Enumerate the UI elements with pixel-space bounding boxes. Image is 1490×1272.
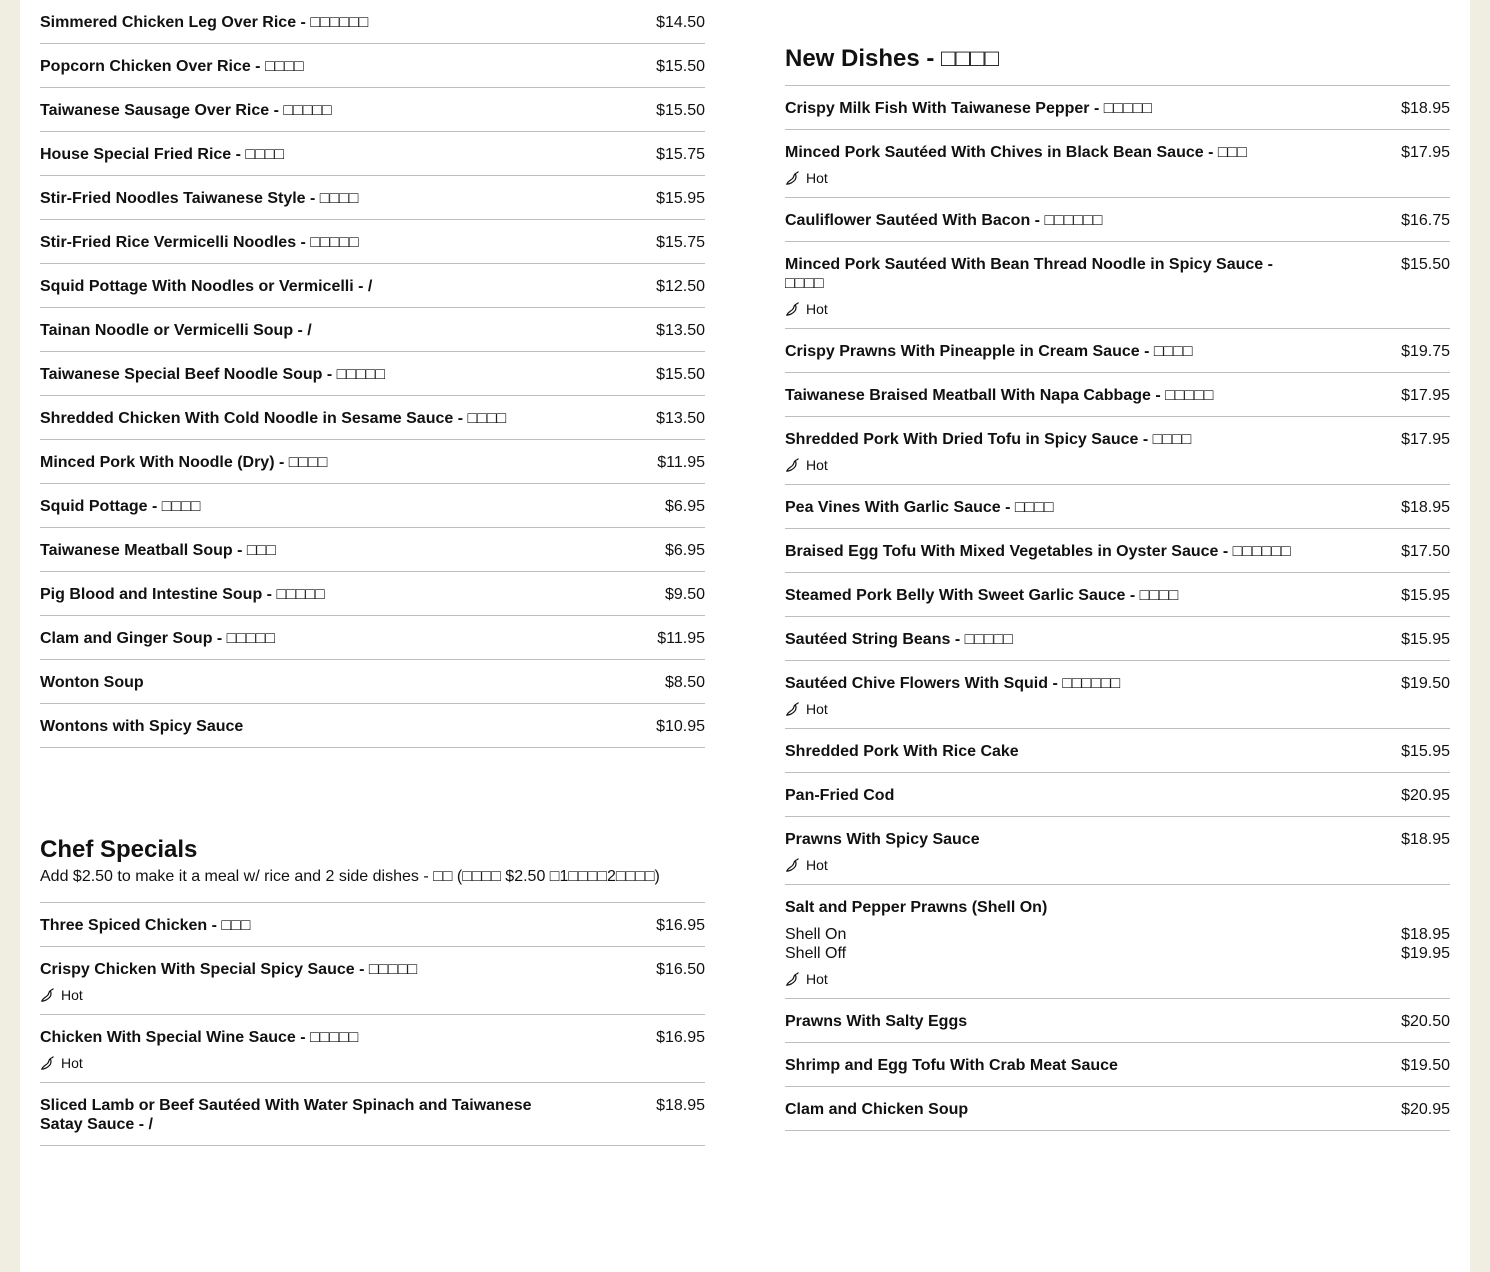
dish-name: Pan-Fried Cod [785, 787, 895, 804]
hot-label: Hot [806, 701, 828, 717]
dish-name: Tainan Noodle or Vermicelli Soup - / [40, 322, 312, 339]
variant-label: Shell On [785, 926, 847, 943]
menu-item [785, 999, 1450, 1043]
menu-item [40, 308, 705, 352]
menu-item [785, 242, 1450, 329]
menu-item [785, 130, 1450, 198]
menu-item [40, 616, 705, 660]
dish-price: $15.95 [1401, 631, 1450, 648]
dish-name: Shredded Pork With Dried Tofu in Spicy Sauce - □□□□ [785, 431, 1192, 448]
menu-item [785, 373, 1450, 417]
hot-label: Hot [806, 301, 828, 317]
hot-label: Hot [806, 457, 828, 473]
menu-item [785, 86, 1450, 130]
dish-name: Prawns With Salty Eggs [785, 1013, 968, 1030]
menu-item [40, 903, 705, 947]
dish-name: Taiwanese Meatball Soup - □□□ [40, 542, 276, 559]
section-title: Chef Specials [40, 836, 198, 863]
dish-name: Sliced Lamb or Beef Sautéed With Water Spinach and Taiwanese Satay Sauce - / [40, 1097, 532, 1133]
dish-price: $15.50 [656, 366, 705, 383]
dish-name: Squid Pottage - □□□□ [40, 498, 201, 515]
dish-price: $6.95 [664, 498, 705, 515]
chef-specials-list [40, 903, 705, 1146]
dish-name: Shredded Pork With Rice Cake [785, 743, 1019, 760]
menu-item [40, 1083, 705, 1146]
dish-name: Stir-Fried Noodles Taiwanese Style - □□□□ [40, 190, 359, 207]
dish-price: $16.75 [1401, 212, 1450, 229]
chili-pepper-icon [785, 702, 800, 717]
dish-name: Crispy Chicken With Special Spicy Sauce - □□□□□ [40, 961, 418, 978]
chili-pepper-icon [785, 972, 800, 987]
menu-item [40, 1015, 705, 1083]
dish-name: Braised Egg Tofu With Mixed Vegetables in Oyster Sauce - □□□□□□ [785, 543, 1291, 560]
variant-label: Shell Off [785, 945, 847, 962]
hot-label: Hot [806, 170, 828, 186]
dish-name: Squid Pottage With Noodles or Vermicelli - / [40, 278, 373, 295]
hot-tag [785, 170, 1450, 186]
hot-label: Hot [806, 971, 828, 987]
dish-price: $12.50 [656, 278, 705, 295]
dish-name: Clam and Chicken Soup [785, 1101, 969, 1118]
dish-name: Wonton Soup [40, 674, 144, 691]
dish-price: $19.50 [1401, 675, 1450, 692]
hot-tag [40, 987, 705, 1003]
dish-name: Popcorn Chicken Over Rice - □□□□ [40, 58, 304, 75]
dish-price: $14.50 [656, 14, 705, 31]
menu-item [40, 704, 705, 748]
menu-item [785, 573, 1450, 617]
menu-item [785, 485, 1450, 529]
dish-name: Shrimp and Egg Tofu With Crab Meat Sauce [785, 1057, 1118, 1074]
dish-price: $6.95 [664, 542, 705, 559]
menu-item [785, 1087, 1450, 1131]
dish-name: Steamed Pork Belly With Sweet Garlic Sauce - □□□□ [785, 587, 1179, 604]
dish-price: $10.95 [656, 718, 705, 735]
hot-tag [785, 971, 1450, 987]
menu-item [785, 198, 1450, 242]
left-column [40, 0, 705, 1146]
menu-item [785, 885, 1450, 999]
dish-name: Minced Pork Sautéed With Bean Thread Noodle in Spicy Sauce - □□□□ [785, 256, 1273, 292]
new-dishes-list [785, 86, 1450, 1131]
dish-name: Clam and Ginger Soup - □□□□□ [40, 630, 275, 647]
dish-price: $16.95 [656, 1029, 705, 1046]
variant-price: $18.95 [1401, 926, 1450, 943]
variant-price: $19.95 [1401, 945, 1450, 962]
dish-price: $16.50 [656, 961, 705, 978]
dish-price: $15.75 [656, 146, 705, 163]
menu-item [785, 661, 1450, 729]
menu-item [785, 817, 1450, 885]
menu-item [40, 132, 705, 176]
menu-sheet [20, 0, 1470, 1272]
dish-name: Shredded Chicken With Cold Noodle in Sesame Sauce - □□□□ [40, 410, 507, 427]
dish-price: $20.95 [1401, 787, 1450, 804]
dish-price: $13.50 [656, 410, 705, 427]
dish-price: $18.95 [1401, 100, 1450, 117]
dish-price: $16.95 [656, 917, 705, 934]
dish-price: $17.95 [1401, 431, 1450, 448]
dish-price: $18.95 [656, 1097, 705, 1114]
dish-price: $19.75 [1401, 343, 1450, 360]
dish-price: $9.50 [664, 586, 705, 603]
chili-pepper-icon [785, 171, 800, 186]
menu-item [40, 264, 705, 308]
new-dishes-header [785, 45, 1450, 86]
dish-name: Sautéed String Beans - □□□□□ [785, 631, 1013, 648]
dish-name: Cauliflower Sautéed With Bacon - □□□□□□ [785, 212, 1103, 229]
menu-item [40, 440, 705, 484]
dish-name: Pea Vines With Garlic Sauce - □□□□ [785, 499, 1054, 516]
menu-item [40, 660, 705, 704]
dish-name: Taiwanese Braised Meatball With Napa Cabbage - □□□□□ [785, 387, 1214, 404]
dish-name: Taiwanese Special Beef Noodle Soup - □□□□□ [40, 366, 385, 383]
price-variants [785, 925, 1450, 963]
dish-name: Crispy Milk Fish With Taiwanese Pepper - □□□□□ [785, 100, 1153, 117]
menu-item [785, 1043, 1450, 1087]
hot-label: Hot [806, 857, 828, 873]
menu-item [785, 773, 1450, 817]
hot-label: Hot [61, 987, 83, 1003]
hot-tag [785, 857, 1450, 873]
menu-item [40, 352, 705, 396]
hot-tag [40, 1055, 705, 1071]
dish-price: $20.50 [1401, 1013, 1450, 1030]
chili-pepper-icon [40, 988, 55, 1003]
dish-name: Minced Pork Sautéed With Chives in Black Bean Sauce - □□□ [785, 144, 1247, 161]
chili-pepper-icon [785, 302, 800, 317]
menu-item [785, 329, 1450, 373]
dish-price: $17.50 [1401, 543, 1450, 560]
chili-pepper-icon [785, 858, 800, 873]
dish-price: $15.50 [1401, 256, 1450, 273]
dish-price: $11.95 [657, 630, 705, 647]
dish-name: Three Spiced Chicken - □□□ [40, 917, 251, 934]
dish-price: $20.95 [1401, 1101, 1450, 1118]
dish-price: $17.95 [1401, 144, 1450, 161]
chili-pepper-icon [40, 1056, 55, 1071]
dish-name: Wontons with Spicy Sauce [40, 718, 244, 735]
menu-item [40, 0, 705, 44]
hot-tag [785, 457, 1450, 473]
menu-item [40, 572, 705, 616]
dish-price: $15.95 [1401, 587, 1450, 604]
dish-name: Minced Pork With Noodle (Dry) - □□□□ [40, 454, 328, 471]
dish-name: Crispy Prawns With Pineapple in Cream Sauce - □□□□ [785, 343, 1193, 360]
price-variant [785, 944, 1450, 963]
menu-item [40, 947, 705, 1015]
menu-item [785, 529, 1450, 573]
dish-price: $15.95 [1401, 743, 1450, 760]
menu-item [40, 220, 705, 264]
chili-pepper-icon [785, 458, 800, 473]
hot-tag [785, 701, 1450, 717]
right-column [785, 0, 1450, 1131]
dish-name: Chicken With Special Wine Sauce - □□□□□ [40, 1029, 359, 1046]
dish-price: $15.75 [656, 234, 705, 251]
dish-price: $15.95 [656, 190, 705, 207]
section-note: Add $2.50 to make it a meal w/ rice and 2 side dishes - □□ (□□□□ $2.50 □1□□□□2□□□□) [40, 868, 660, 885]
dish-price: $18.95 [1401, 831, 1450, 848]
menu-item [40, 528, 705, 572]
menu-item [40, 396, 705, 440]
menu-item [785, 729, 1450, 773]
chef-specials-header [40, 836, 705, 903]
dish-price: $19.50 [1401, 1057, 1450, 1074]
dish-name: Pig Blood and Intestine Soup - □□□□□ [40, 586, 325, 603]
menu-item [785, 617, 1450, 661]
dish-name: Salt and Pepper Prawns (Shell On) [785, 899, 1048, 916]
dish-price: $17.95 [1401, 387, 1450, 404]
hot-label: Hot [61, 1055, 83, 1071]
dish-price: $13.50 [656, 322, 705, 339]
menu-item [40, 44, 705, 88]
section-title: New Dishes - □□□□ [785, 45, 1000, 72]
dish-price: $18.95 [1401, 499, 1450, 516]
dish-name: Prawns With Spicy Sauce [785, 831, 980, 848]
dish-name: House Special Fried Rice - □□□□ [40, 146, 285, 163]
dish-price: $8.50 [664, 674, 705, 691]
price-variant [785, 925, 1450, 944]
rice-noodle-soup-list [40, 0, 705, 748]
dish-price: $15.50 [656, 102, 705, 119]
dish-name: Simmered Chicken Leg Over Rice - □□□□□□ [40, 14, 369, 31]
dish-name: Sautéed Chive Flowers With Squid - □□□□□□ [785, 675, 1121, 692]
menu-item [40, 176, 705, 220]
menu-item [40, 484, 705, 528]
hot-tag [785, 301, 1450, 317]
dish-price: $15.50 [656, 58, 705, 75]
menu-item [40, 88, 705, 132]
dish-name: Stir-Fried Rice Vermicelli Noodles - □□□□□ [40, 234, 359, 251]
dish-name: Taiwanese Sausage Over Rice - □□□□□ [40, 102, 332, 119]
menu-item [785, 417, 1450, 485]
dish-price: $11.95 [657, 454, 705, 471]
